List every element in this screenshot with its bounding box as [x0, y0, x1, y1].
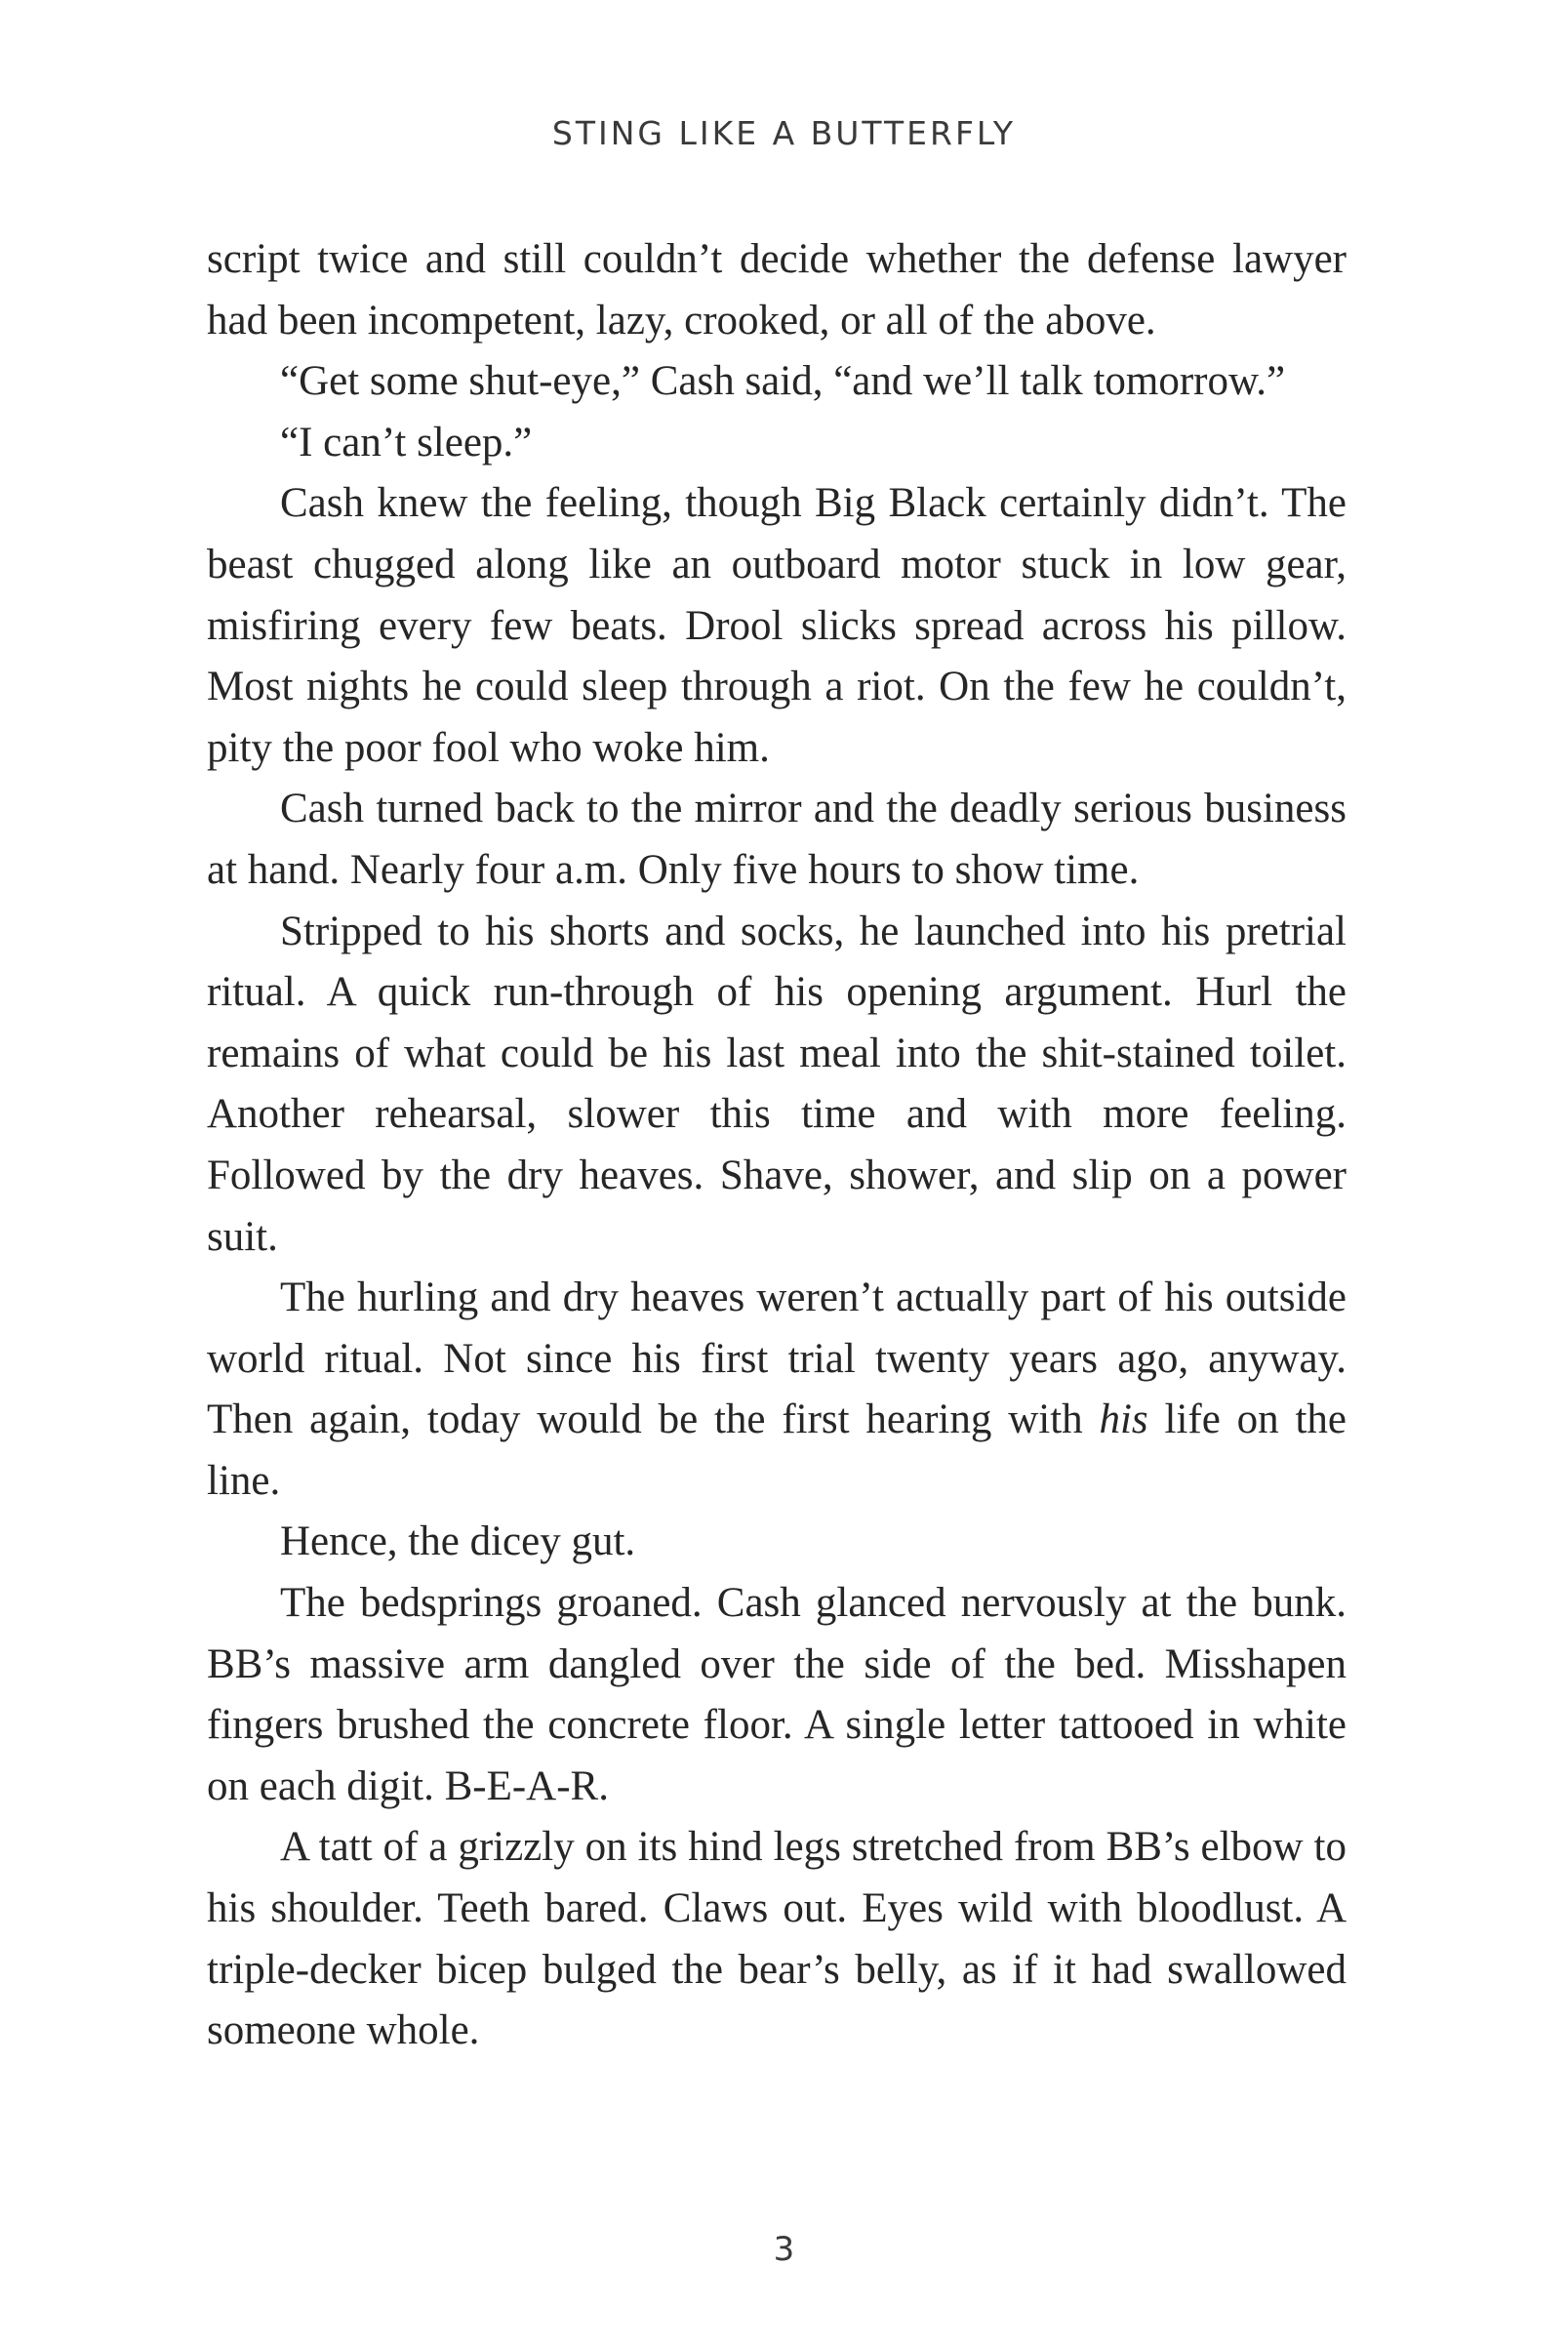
paragraph-8: Hence, the dicey gut.	[280, 1518, 636, 1565]
emphasis-his: his	[1099, 1396, 1148, 1443]
paragraph-9: The bedsprings groaned. Cash glanced nervously at the bunk. BB’s massive arm dangled over the side of the bed. Misshapen fingers brushed the concrete floor. A single letter tattooed in white on each digit. B-E-A-R.	[207, 1580, 1347, 1809]
paragraph-1: script twice and still couldn’t decide whether the defense lawyer had been incompetent, lazy, crooked, or all of the above.	[207, 236, 1347, 344]
paragraph-5: Cash turned back to the mirror and the deadly serious business at hand. Nearly four a.m. Only five hours to show time.	[207, 786, 1347, 893]
paragraph-4: Cash knew the feeling, though Big Black certainly didn’t. The beast chugged along like an outboard motor stuck in low gear, misfiring every few beats. Drool slicks spread across his pillow. Most nights he could sleep through a riot. On the few he couldn’t, pity the poor fool who woke him.	[207, 480, 1347, 771]
body-text	[207, 229, 1347, 2062]
paragraph-7-end: life on the line.	[207, 1396, 1347, 1504]
paragraph-7	[207, 1268, 1347, 1512]
paragraph-6: Stripped to his shorts and socks, he launched into his pretrial ritual. A quick run-through of his opening argument. Hurl the remains of what could be his last meal into the shit-stained toilet. Another rehearsal, slower this time and with more feeling. Followed by the dry heaves. Shave, shower, and slip on a power suit.	[207, 908, 1347, 1260]
running-head: STING LIKE A BUTTERFLY	[551, 114, 1017, 152]
paragraph-3: “I can’t sleep.”	[280, 419, 533, 465]
paragraph-10: A tatt of a grizzly on its hind legs stretched from BB’s elbow to his shoulder. Teeth bared. Claws out. Eyes wild with bloodlust. A triple-decker bicep bulged the bear’s belly, as if it had swallowed someone whole.	[207, 1824, 1347, 2054]
page-number: 3	[773, 2230, 795, 2269]
paragraph-7-text: The hurling and dry heaves weren’t actually part of his outside world ritual. Not since his first trial twenty years ago, anyway. Then again, today would be the first hearing with	[207, 1275, 1347, 1443]
paragraph-2: “Get some shut-eye,” Cash said, “and we’ll talk tomorrow.”	[280, 358, 1286, 405]
